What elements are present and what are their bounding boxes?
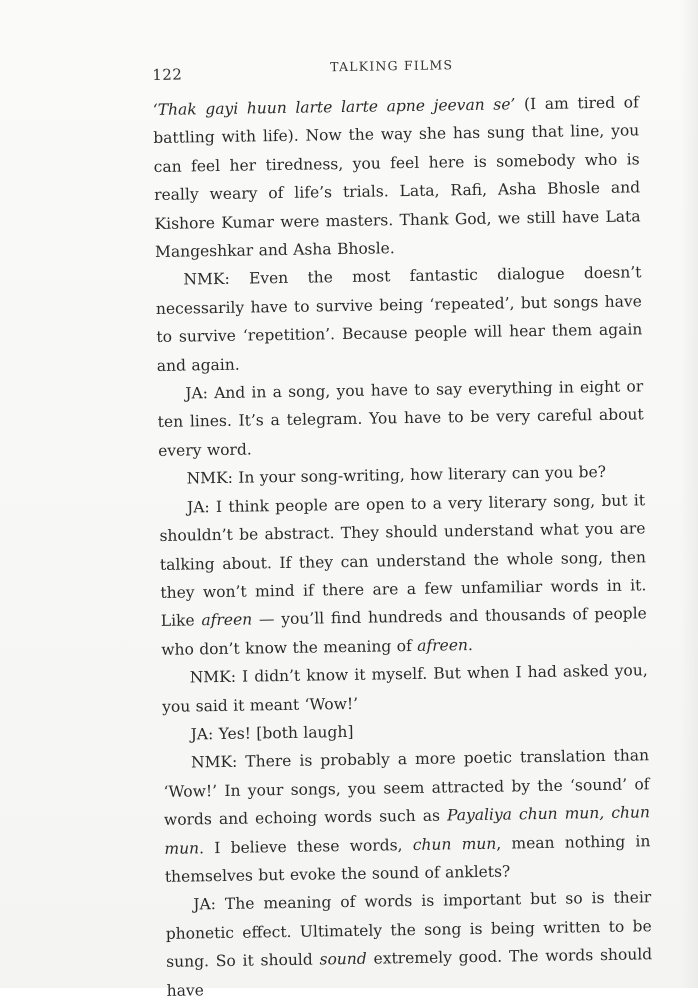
italic-text: afreen	[201, 610, 253, 630]
paragraph	[159, 486, 648, 664]
paragraph-text: (I am tired of battling with life). Now the way she has sung that line, you can feel her tiredness, you feel here is somebody who is really weary of life’s trials. Lata, Rafi, Asha Bhosle and Kishore Kumar were masters. Thank God, we still have Lata Mangeshkar and Asha Bhosle.	[153, 93, 641, 262]
paragraph-text: , mean nothing in themselves but evoke the sound of anklets?	[164, 831, 651, 886]
paragraph-text: NMK: I didn’t know it myself. But when I had asked you, you said it meant ‘Wow!’	[162, 661, 648, 716]
paragraph	[162, 656, 649, 720]
page-header	[152, 50, 638, 84]
italic-text: chun mun	[412, 834, 497, 854]
paragraph	[153, 88, 642, 266]
book-page	[152, 50, 653, 1005]
paragraph-text: NMK: Even the most fantastic dialogue doesn’t necessarily have to survive being ‘repeated’, but songs have to survive ‘repetition’. Because people will hear them again and again.	[155, 263, 643, 375]
italic-text: afreen	[417, 635, 469, 655]
italic-text: Payaliya chun mun, chun mun	[164, 803, 651, 858]
running-title: TALKING FILMS	[330, 57, 454, 75]
paragraph-text: JA: Yes! [both laugh]	[190, 722, 354, 744]
page-number: 122	[152, 65, 183, 84]
paragraph	[165, 884, 653, 1005]
paragraph-text: extremely good. The words should have	[166, 945, 653, 1000]
italic-text: sound	[319, 949, 367, 969]
paragraph	[155, 259, 643, 380]
paragraph-text: NMK: There is probably a more poetic translation than ‘Wow!’ In your songs, you seem attracted by the ‘sound’ of words and echoing words such as	[163, 746, 650, 830]
paragraph-text: JA: The meaning of words is important but so is their phonetic effect. Ultimately the song is being written to be sung. So it should	[165, 888, 652, 972]
paragraph-text: .	[467, 635, 473, 654]
body-text	[153, 88, 653, 1005]
paragraph-text: JA: And in a song, you have to say everything in eight or ten lines. It’s a telegram. You have to be very careful about every word.	[157, 377, 644, 460]
paragraph	[157, 372, 644, 465]
paragraph-text: JA: I think people are open to a very literary song, but it shouldn’t be abstract. They should understand what you are talking about. If they can understand the whole song, then they won’t mind if there are a few unfamiliar words in it. Like	[159, 490, 647, 631]
italic-text: ‘Thak gayi huun larte larte apne jeevan se’	[152, 95, 516, 119]
paragraph-text: . I believe these words,	[198, 835, 413, 857]
paragraph-text: NMK: In your song-writing, how literary can you be?	[186, 463, 607, 488]
paragraph-text: — you’ll find hundreds and thousands of people who don’t know the meaning of	[161, 604, 647, 659]
paragraph	[163, 742, 651, 892]
